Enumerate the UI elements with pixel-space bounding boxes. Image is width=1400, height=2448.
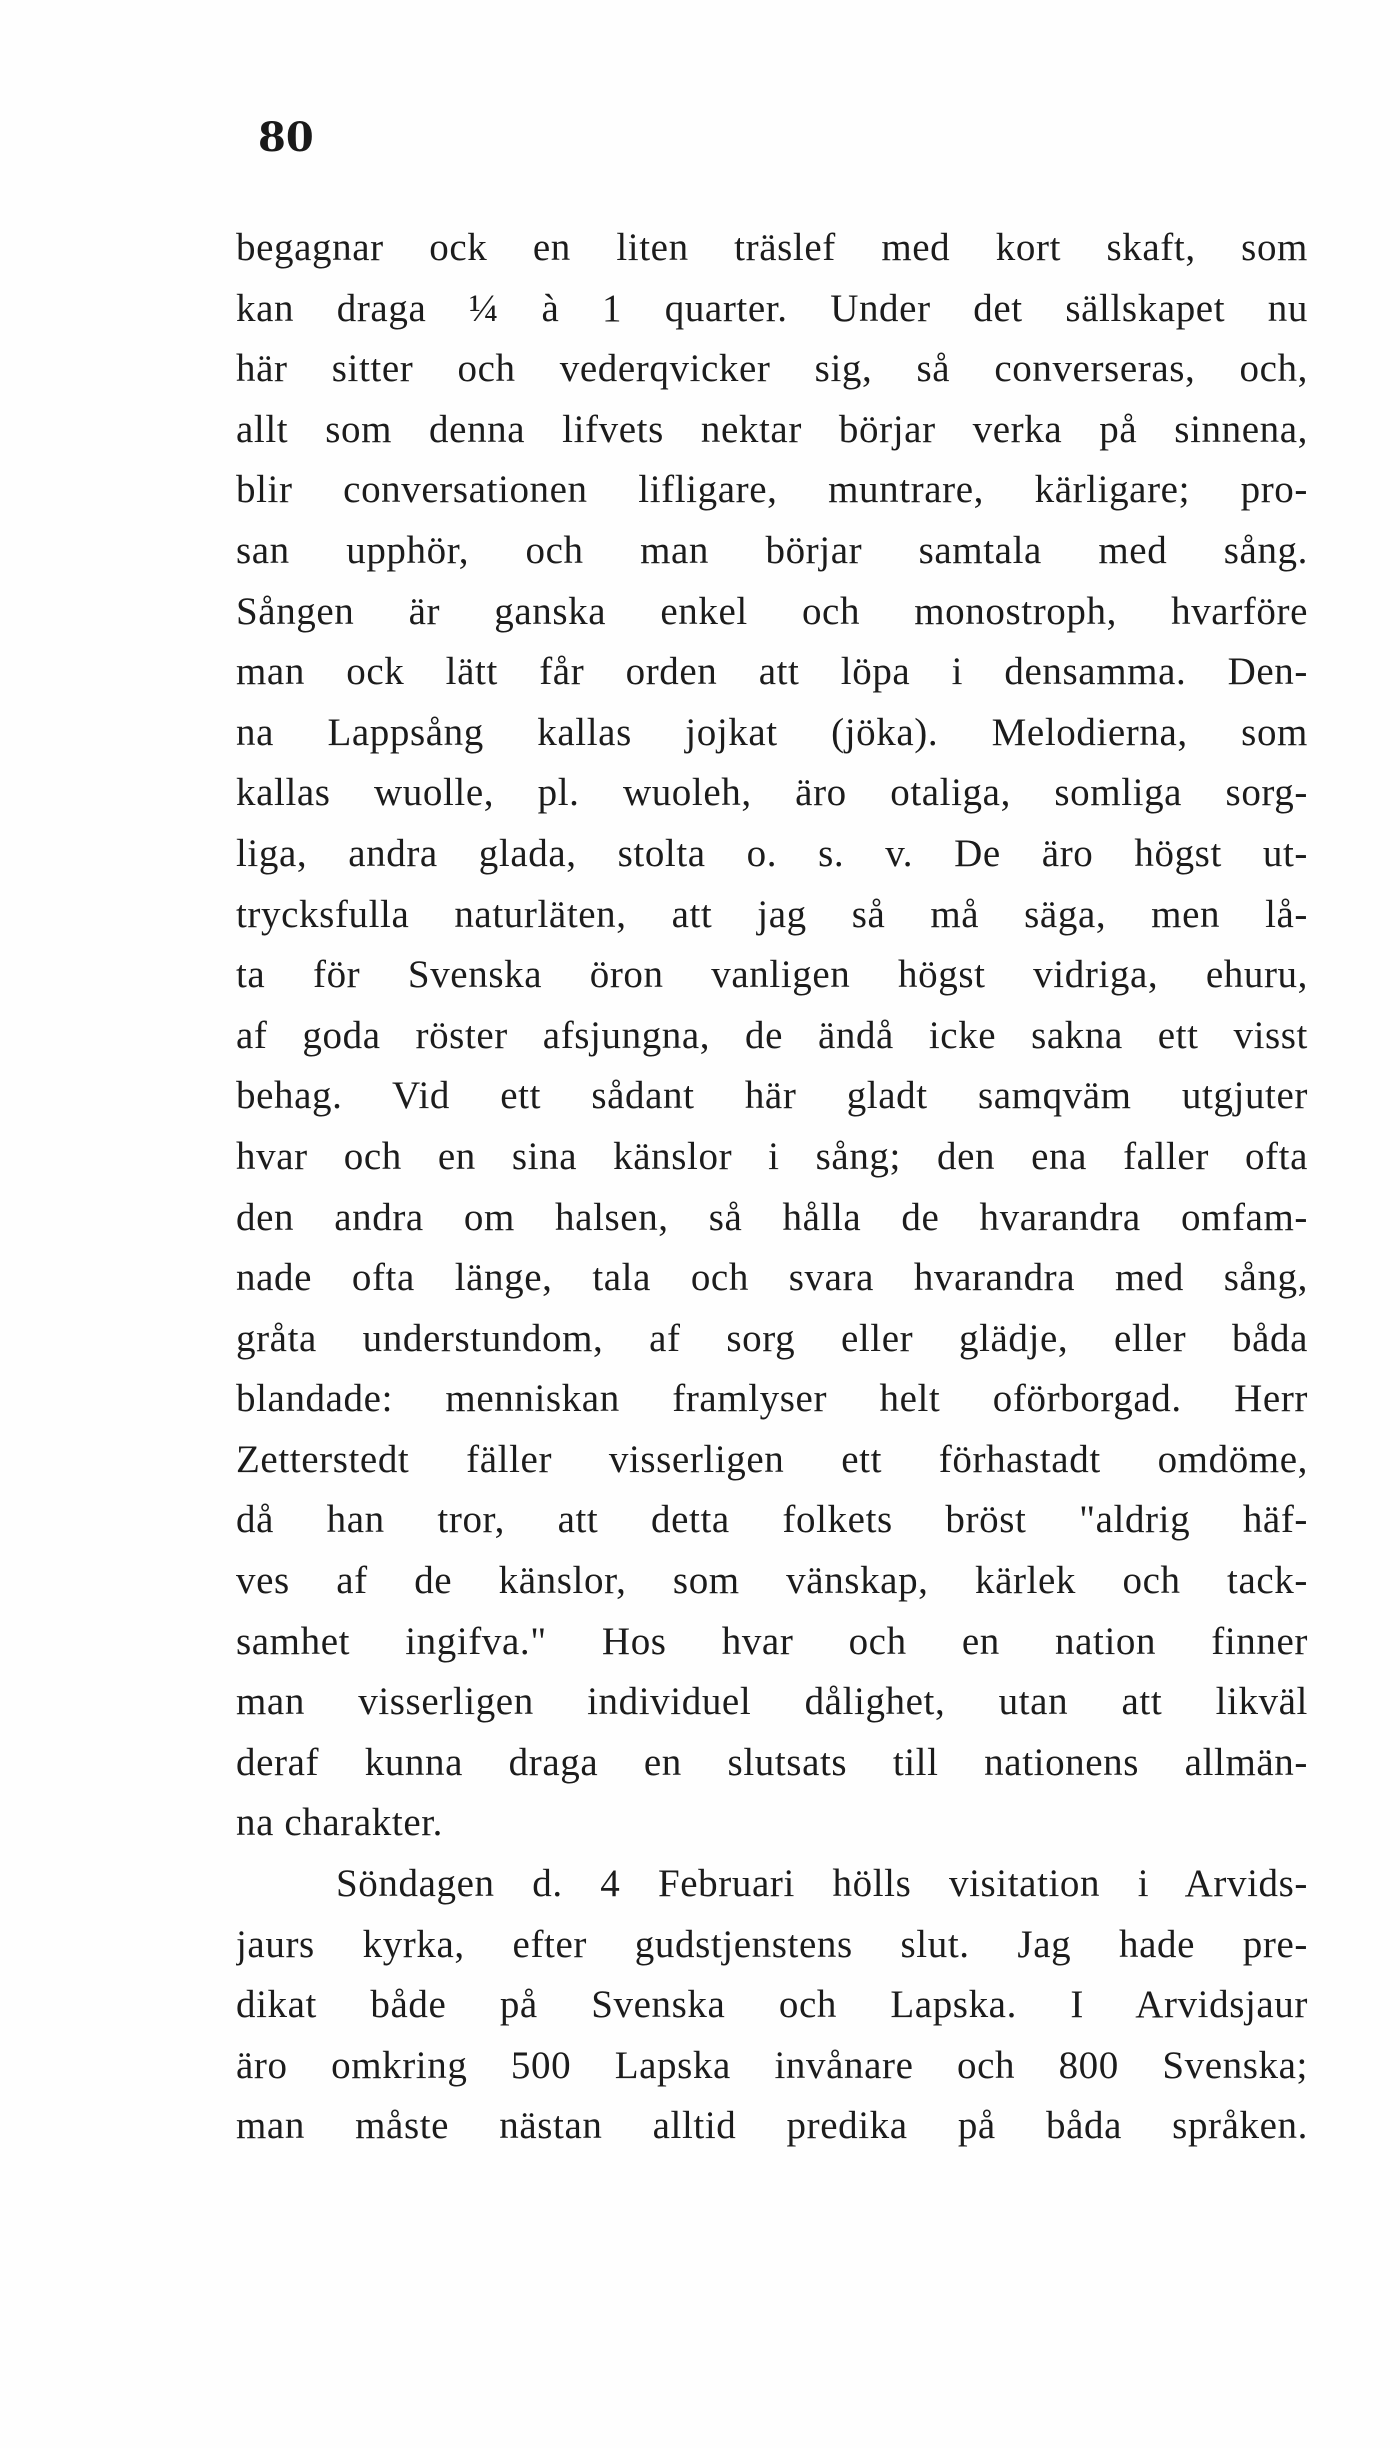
text-line: na Lappsång kallas jojkat (jöka). Melodierna, som [236, 710, 1308, 754]
text-line: ta för Svenska öron vanligen högst vidriga, ehuru, [236, 953, 1308, 997]
text-line: allt som denna lifvets nektar börjar verka på sinnena, [236, 407, 1308, 451]
text-line: då han tror, att detta folkets bröst "aldrig häf- [236, 1498, 1308, 1542]
text-line: san upphör, och man börjar samtala med sång. [236, 528, 1308, 572]
text-line: deraf kunna draga en slutsats till nationens allmän- [236, 1740, 1308, 1784]
text-line: här sitter och vederqvicker sig, så converseras, och, [236, 347, 1308, 391]
text-line: äro omkring 500 Lapska invånare och 800 Svenska; [236, 2043, 1308, 2087]
page-number: 80 [258, 114, 314, 161]
text-line: blir conversationen lifligare, muntrare, kärligare; pro- [236, 468, 1308, 512]
text-line: ves af de känslor, som vänskap, kärlek och tack- [236, 1559, 1308, 1603]
text-line: hvar och en sina känslor i sång; den ena faller ofta [236, 1134, 1308, 1178]
body-text [236, 218, 1308, 2157]
text-line: kallas wuolle, pl. wuoleh, äro otaliga, somliga sorg- [236, 771, 1308, 815]
text-line: man måste nästan alltid predika på båda språken. [236, 2104, 1308, 2148]
text-line: behag. Vid ett sådant här gladt samqväm utgjuter [236, 1074, 1308, 1118]
text-line: Sången är ganska enkel och monostroph, hvarföre [236, 589, 1308, 633]
text-line: jaurs kyrka, efter gudstjenstens slut. Jag hade pre- [236, 1922, 1308, 1966]
text-line: blandade: menniskan framlyser helt oförborgad. Herr [236, 1377, 1308, 1421]
text-line: gråta understundom, af sorg eller glädje, eller båda [236, 1316, 1308, 1360]
text-line: begagnar ock en liten träslef med kort skaft, som [236, 226, 1308, 269]
text-line: af goda röster afsjungna, de ändå icke sakna ett visst [236, 1013, 1308, 1057]
text-line: trycksfulla naturläten, att jag så må säga, men lå- [236, 892, 1308, 936]
text-line: nade ofta länge, tala och svara hvarandra med sång, [236, 1256, 1308, 1300]
text-line: samhet ingifva." Hos hvar och en nation finner [236, 1619, 1308, 1663]
paragraph-start-line: Söndagen d. 4 Februari hölls visitation i Arvids- [336, 1862, 1308, 1906]
text-line: liga, andra glada, stolta o. s. v. De äro högst ut- [236, 831, 1308, 875]
text-line: kan draga ¼ à 1 quarter. Under det sällskapet nu [236, 286, 1308, 330]
text-line: man ock lätt får orden att löpa i densamma. Den- [236, 650, 1308, 694]
text-line: na charakter. [236, 1801, 444, 1845]
text-line: Zetterstedt fäller visserligen ett förhastadt omdöme, [236, 1437, 1308, 1481]
text-line: man visserligen individuel dålighet, utan att likväl [236, 1680, 1308, 1724]
text-line: dikat både på Svenska och Lapska. I Arvidsjaur [236, 1983, 1308, 2027]
text-line: den andra om halsen, så hålla de hvarandra omfam- [236, 1195, 1308, 1239]
